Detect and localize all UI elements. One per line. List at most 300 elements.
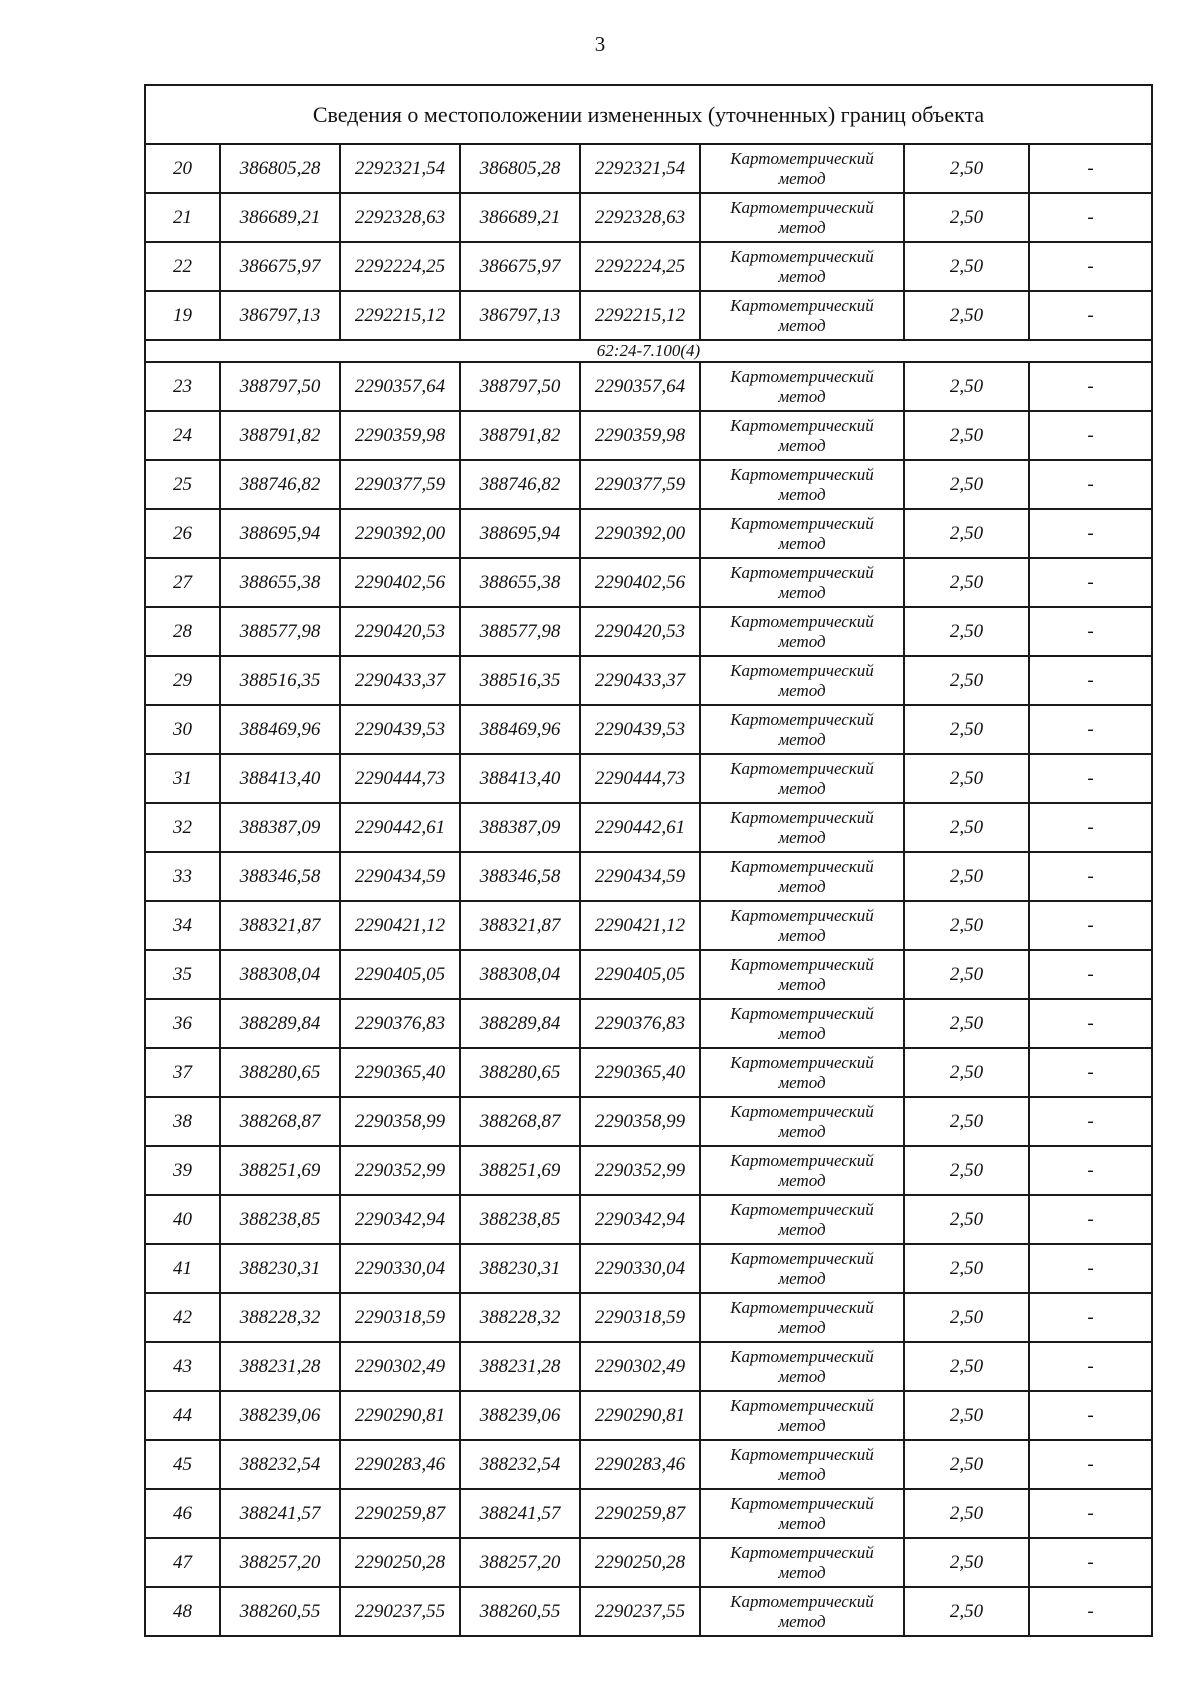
table-row [145,411,1152,460]
refined-y-cell: 2290377,59 [580,460,700,509]
note-cell: - [1029,1048,1152,1097]
existing-y-cell: 2290420,53 [340,607,460,656]
point-number-cell: 25 [145,460,220,509]
point-number-cell: 40 [145,1195,220,1244]
method-line-2: метод [778,1611,826,1631]
refined-x-cell: 388321,87 [460,901,580,950]
method-line-2: метод [778,1072,826,1092]
method-cell [700,460,904,509]
note-cell: - [1029,193,1152,242]
table-row [145,460,1152,509]
refined-y-cell: 2290250,28 [580,1538,700,1587]
accuracy-cell: 2,50 [904,558,1029,607]
accuracy-cell: 2,50 [904,1342,1029,1391]
point-number-cell: 38 [145,1097,220,1146]
refined-y-cell: 2290259,87 [580,1489,700,1538]
point-number-cell: 31 [145,754,220,803]
note-cell: - [1029,362,1152,411]
method-cell [700,1244,904,1293]
method-cell [700,411,904,460]
accuracy-cell: 2,50 [904,291,1029,340]
note-cell: - [1029,1391,1152,1440]
existing-y-cell: 2290442,61 [340,803,460,852]
method-line-1: Картометрический [730,905,874,925]
refined-x-cell: 388257,20 [460,1538,580,1587]
table-row [145,193,1152,242]
method-cell [700,656,904,705]
existing-x-cell: 388469,96 [220,705,340,754]
boundary-coordinates-table [144,84,1153,1637]
refined-y-cell: 2290376,83 [580,999,700,1048]
point-number-cell: 43 [145,1342,220,1391]
note-cell: - [1029,1587,1152,1636]
accuracy-cell: 2,50 [904,999,1029,1048]
method-line-1: Картометрический [730,709,874,729]
accuracy-cell: 2,50 [904,901,1029,950]
table-title: Сведения о местоположении измененных (уточненных) границ объекта [145,85,1152,144]
section-row [145,340,1152,362]
method-line-2: метод [778,974,826,994]
existing-y-cell: 2290290,81 [340,1391,460,1440]
existing-x-cell: 388577,98 [220,607,340,656]
method-line-2: метод [778,1513,826,1533]
refined-x-cell: 388308,04 [460,950,580,999]
point-number-cell: 19 [145,291,220,340]
point-number-cell: 33 [145,852,220,901]
note-cell: - [1029,705,1152,754]
method-line-1: Картометрический [730,758,874,778]
note-cell: - [1029,656,1152,705]
refined-x-cell: 388577,98 [460,607,580,656]
method-line-1: Картометрический [730,197,874,217]
note-cell: - [1029,242,1152,291]
method-line-1: Картометрический [730,1248,874,1268]
note-cell: - [1029,291,1152,340]
table-row [145,362,1152,411]
method-line-2: метод [778,1317,826,1337]
existing-x-cell: 388239,06 [220,1391,340,1440]
method-cell [700,1440,904,1489]
point-number-cell: 27 [145,558,220,607]
accuracy-cell: 2,50 [904,193,1029,242]
method-line-1: Картометрический [730,1052,874,1072]
method-line-1: Картометрический [730,1297,874,1317]
table-row [145,901,1152,950]
refined-y-cell: 2290434,59 [580,852,700,901]
method-line-1: Картометрический [730,513,874,533]
existing-y-cell: 2292215,12 [340,291,460,340]
note-cell: - [1029,460,1152,509]
existing-y-cell: 2290439,53 [340,705,460,754]
method-line-2: метод [778,631,826,651]
page-number: 3 [594,32,606,56]
point-number-cell: 42 [145,1293,220,1342]
refined-y-cell: 2292215,12 [580,291,700,340]
table-row [145,1146,1152,1195]
method-cell [700,1391,904,1440]
method-cell [700,1342,904,1391]
method-line-1: Картометрический [730,1101,874,1121]
table-row [145,1195,1152,1244]
method-line-2: метод [778,582,826,602]
refined-y-cell: 2292328,63 [580,193,700,242]
table-row [145,291,1152,340]
method-line-2: метод [778,266,826,286]
method-line-2: метод [778,533,826,553]
refined-y-cell: 2290302,49 [580,1342,700,1391]
existing-y-cell: 2290330,04 [340,1244,460,1293]
point-number-cell: 46 [145,1489,220,1538]
refined-x-cell: 388260,55 [460,1587,580,1636]
refined-x-cell: 388280,65 [460,1048,580,1097]
note-cell: - [1029,754,1152,803]
table-row [145,1293,1152,1342]
method-line-2: метод [778,484,826,504]
method-line-2: метод [778,1170,826,1190]
existing-x-cell: 388413,40 [220,754,340,803]
refined-y-cell: 2290365,40 [580,1048,700,1097]
existing-y-cell: 2290250,28 [340,1538,460,1587]
point-number-cell: 22 [145,242,220,291]
method-line-1: Картометрический [730,295,874,315]
note-cell: - [1029,1244,1152,1293]
table-row [145,950,1152,999]
refined-x-cell: 386797,13 [460,291,580,340]
existing-x-cell: 386797,13 [220,291,340,340]
accuracy-cell: 2,50 [904,1538,1029,1587]
method-line-1: Картометрический [730,1542,874,1562]
refined-y-cell: 2290342,94 [580,1195,700,1244]
method-line-2: метод [778,168,826,188]
existing-x-cell: 388228,32 [220,1293,340,1342]
refined-y-cell: 2290330,04 [580,1244,700,1293]
note-cell: - [1029,1195,1152,1244]
accuracy-cell: 2,50 [904,509,1029,558]
refined-y-cell: 2290290,81 [580,1391,700,1440]
note-cell: - [1029,558,1152,607]
note-cell: - [1029,607,1152,656]
existing-x-cell: 388516,35 [220,656,340,705]
method-cell [700,950,904,999]
method-cell [700,558,904,607]
method-line-1: Картометрический [730,660,874,680]
note-cell: - [1029,1538,1152,1587]
refined-y-cell: 2292321,54 [580,144,700,193]
existing-y-cell: 2290357,64 [340,362,460,411]
table-row [145,509,1152,558]
accuracy-cell: 2,50 [904,1048,1029,1097]
method-cell [700,362,904,411]
table-row [145,1048,1152,1097]
note-cell: - [1029,411,1152,460]
point-number-cell: 41 [145,1244,220,1293]
note-cell: - [1029,1440,1152,1489]
existing-x-cell: 388387,09 [220,803,340,852]
refined-y-cell: 2290283,46 [580,1440,700,1489]
refined-y-cell: 2290359,98 [580,411,700,460]
method-line-1: Картометрический [730,562,874,582]
note-cell: - [1029,1146,1152,1195]
refined-y-cell: 2290402,56 [580,558,700,607]
existing-y-cell: 2292321,54 [340,144,460,193]
accuracy-cell: 2,50 [904,852,1029,901]
refined-x-cell: 388695,94 [460,509,580,558]
method-cell [700,1489,904,1538]
accuracy-cell: 2,50 [904,705,1029,754]
table-row [145,1440,1152,1489]
note-cell: - [1029,803,1152,852]
point-number-cell: 39 [145,1146,220,1195]
point-number-cell: 28 [145,607,220,656]
existing-y-cell: 2290359,98 [340,411,460,460]
refined-y-cell: 2290421,12 [580,901,700,950]
method-cell [700,803,904,852]
method-line-1: Картометрический [730,148,874,168]
existing-x-cell: 388797,50 [220,362,340,411]
point-number-cell: 20 [145,144,220,193]
method-line-1: Картометрический [730,1395,874,1415]
existing-y-cell: 2290352,99 [340,1146,460,1195]
accuracy-cell: 2,50 [904,1244,1029,1293]
refined-y-cell: 2290357,64 [580,362,700,411]
existing-x-cell: 388280,65 [220,1048,340,1097]
method-line-1: Картометрический [730,246,874,266]
method-line-2: метод [778,435,826,455]
method-cell [700,509,904,558]
refined-y-cell: 2290318,59 [580,1293,700,1342]
point-number-cell: 30 [145,705,220,754]
method-line-1: Картометрический [730,1150,874,1170]
refined-x-cell: 388241,57 [460,1489,580,1538]
method-line-2: метод [778,925,826,945]
table-row [145,558,1152,607]
point-number-cell: 34 [145,901,220,950]
refined-y-cell: 2290237,55 [580,1587,700,1636]
existing-y-cell: 2290237,55 [340,1587,460,1636]
refined-x-cell: 388346,58 [460,852,580,901]
existing-x-cell: 388746,82 [220,460,340,509]
refined-x-cell: 388797,50 [460,362,580,411]
existing-x-cell: 388257,20 [220,1538,340,1587]
refined-y-cell: 2290433,37 [580,656,700,705]
method-line-1: Картометрический [730,1493,874,1513]
method-line-2: метод [778,729,826,749]
method-cell [700,852,904,901]
table-title-row [145,85,1152,144]
refined-y-cell: 2290444,73 [580,754,700,803]
method-line-1: Картометрический [730,954,874,974]
table-row [145,803,1152,852]
method-line-2: метод [778,217,826,237]
method-cell [700,193,904,242]
existing-x-cell: 388791,82 [220,411,340,460]
point-number-cell: 26 [145,509,220,558]
table-row [145,1538,1152,1587]
refined-x-cell: 388387,09 [460,803,580,852]
existing-x-cell: 388268,87 [220,1097,340,1146]
refined-y-cell: 2290358,99 [580,1097,700,1146]
accuracy-cell: 2,50 [904,1293,1029,1342]
point-number-cell: 23 [145,362,220,411]
method-line-1: Картометрический [730,1346,874,1366]
refined-y-cell: 2290405,05 [580,950,700,999]
existing-y-cell: 2290283,46 [340,1440,460,1489]
method-line-1: Картометрический [730,856,874,876]
accuracy-cell: 2,50 [904,1097,1029,1146]
existing-x-cell: 388260,55 [220,1587,340,1636]
accuracy-cell: 2,50 [904,1195,1029,1244]
existing-x-cell: 388695,94 [220,509,340,558]
table-row [145,1391,1152,1440]
point-number-cell: 48 [145,1587,220,1636]
method-cell [700,1097,904,1146]
accuracy-cell: 2,50 [904,656,1029,705]
existing-y-cell: 2290377,59 [340,460,460,509]
note-cell: - [1029,1293,1152,1342]
refined-y-cell: 2290439,53 [580,705,700,754]
existing-x-cell: 386805,28 [220,144,340,193]
table-row [145,1489,1152,1538]
method-line-2: метод [778,315,826,335]
table-row [145,144,1152,193]
method-line-1: Картометрический [730,611,874,631]
method-cell [700,1293,904,1342]
existing-x-cell: 386675,97 [220,242,340,291]
method-cell [700,754,904,803]
point-number-cell: 24 [145,411,220,460]
accuracy-cell: 2,50 [904,242,1029,291]
existing-y-cell: 2290392,00 [340,509,460,558]
refined-y-cell: 2290352,99 [580,1146,700,1195]
method-cell [700,1048,904,1097]
note-cell: - [1029,144,1152,193]
method-cell [700,242,904,291]
refined-x-cell: 388228,32 [460,1293,580,1342]
accuracy-cell: 2,50 [904,460,1029,509]
method-line-2: метод [778,1219,826,1239]
existing-x-cell: 386689,21 [220,193,340,242]
method-cell [700,144,904,193]
point-number-cell: 21 [145,193,220,242]
existing-y-cell: 2290318,59 [340,1293,460,1342]
refined-x-cell: 388251,69 [460,1146,580,1195]
existing-x-cell: 388251,69 [220,1146,340,1195]
accuracy-cell: 2,50 [904,754,1029,803]
method-line-2: метод [778,680,826,700]
method-cell [700,901,904,950]
accuracy-cell: 2,50 [904,1587,1029,1636]
existing-x-cell: 388346,58 [220,852,340,901]
existing-x-cell: 388655,38 [220,558,340,607]
refined-x-cell: 388230,31 [460,1244,580,1293]
refined-x-cell: 388746,82 [460,460,580,509]
method-line-2: метод [778,1562,826,1582]
refined-x-cell: 388469,96 [460,705,580,754]
existing-y-cell: 2290402,56 [340,558,460,607]
accuracy-cell: 2,50 [904,1146,1029,1195]
note-cell: - [1029,1097,1152,1146]
refined-x-cell: 388238,85 [460,1195,580,1244]
method-line-2: метод [778,386,826,406]
note-cell: - [1029,1489,1152,1538]
table-row [145,656,1152,705]
table-row [145,242,1152,291]
note-cell: - [1029,999,1152,1048]
refined-x-cell: 388655,38 [460,558,580,607]
method-line-1: Картометрический [730,1199,874,1219]
existing-y-cell: 2290433,37 [340,656,460,705]
method-line-2: метод [778,1464,826,1484]
existing-x-cell: 388231,28 [220,1342,340,1391]
method-cell [700,1195,904,1244]
method-line-1: Картометрический [730,1444,874,1464]
refined-y-cell: 2290392,00 [580,509,700,558]
existing-x-cell: 388232,54 [220,1440,340,1489]
point-number-cell: 35 [145,950,220,999]
method-line-1: Картометрический [730,464,874,484]
note-cell: - [1029,950,1152,999]
accuracy-cell: 2,50 [904,803,1029,852]
method-cell [700,1538,904,1587]
accuracy-cell: 2,50 [904,950,1029,999]
method-line-1: Картометрический [730,1003,874,1023]
point-number-cell: 32 [145,803,220,852]
refined-y-cell: 2290442,61 [580,803,700,852]
method-line-2: метод [778,1415,826,1435]
method-cell [700,705,904,754]
note-cell: - [1029,1342,1152,1391]
table-row [145,1342,1152,1391]
existing-y-cell: 2290365,40 [340,1048,460,1097]
existing-y-cell: 2290358,99 [340,1097,460,1146]
refined-y-cell: 2292224,25 [580,242,700,291]
method-line-2: метод [778,876,826,896]
existing-y-cell: 2290444,73 [340,754,460,803]
point-number-cell: 45 [145,1440,220,1489]
existing-x-cell: 388241,57 [220,1489,340,1538]
point-number-cell: 47 [145,1538,220,1587]
method-line-2: метод [778,1023,826,1043]
method-cell [700,1146,904,1195]
note-cell: - [1029,901,1152,950]
existing-x-cell: 388289,84 [220,999,340,1048]
refined-y-cell: 2290420,53 [580,607,700,656]
existing-y-cell: 2290405,05 [340,950,460,999]
method-line-2: метод [778,778,826,798]
accuracy-cell: 2,50 [904,607,1029,656]
accuracy-cell: 2,50 [904,1489,1029,1538]
existing-y-cell: 2290434,59 [340,852,460,901]
refined-x-cell: 388791,82 [460,411,580,460]
refined-x-cell: 388231,28 [460,1342,580,1391]
accuracy-cell: 2,50 [904,1440,1029,1489]
refined-x-cell: 388232,54 [460,1440,580,1489]
accuracy-cell: 2,50 [904,144,1029,193]
table-row [145,754,1152,803]
table-row [145,1097,1152,1146]
method-line-1: Картометрический [730,366,874,386]
refined-x-cell: 388413,40 [460,754,580,803]
existing-y-cell: 2290421,12 [340,901,460,950]
existing-x-cell: 388321,87 [220,901,340,950]
table-row [145,852,1152,901]
point-number-cell: 44 [145,1391,220,1440]
method-cell [700,999,904,1048]
table-row [145,1244,1152,1293]
note-cell: - [1029,509,1152,558]
refined-x-cell: 386805,28 [460,144,580,193]
method-line-1: Картометрический [730,415,874,435]
